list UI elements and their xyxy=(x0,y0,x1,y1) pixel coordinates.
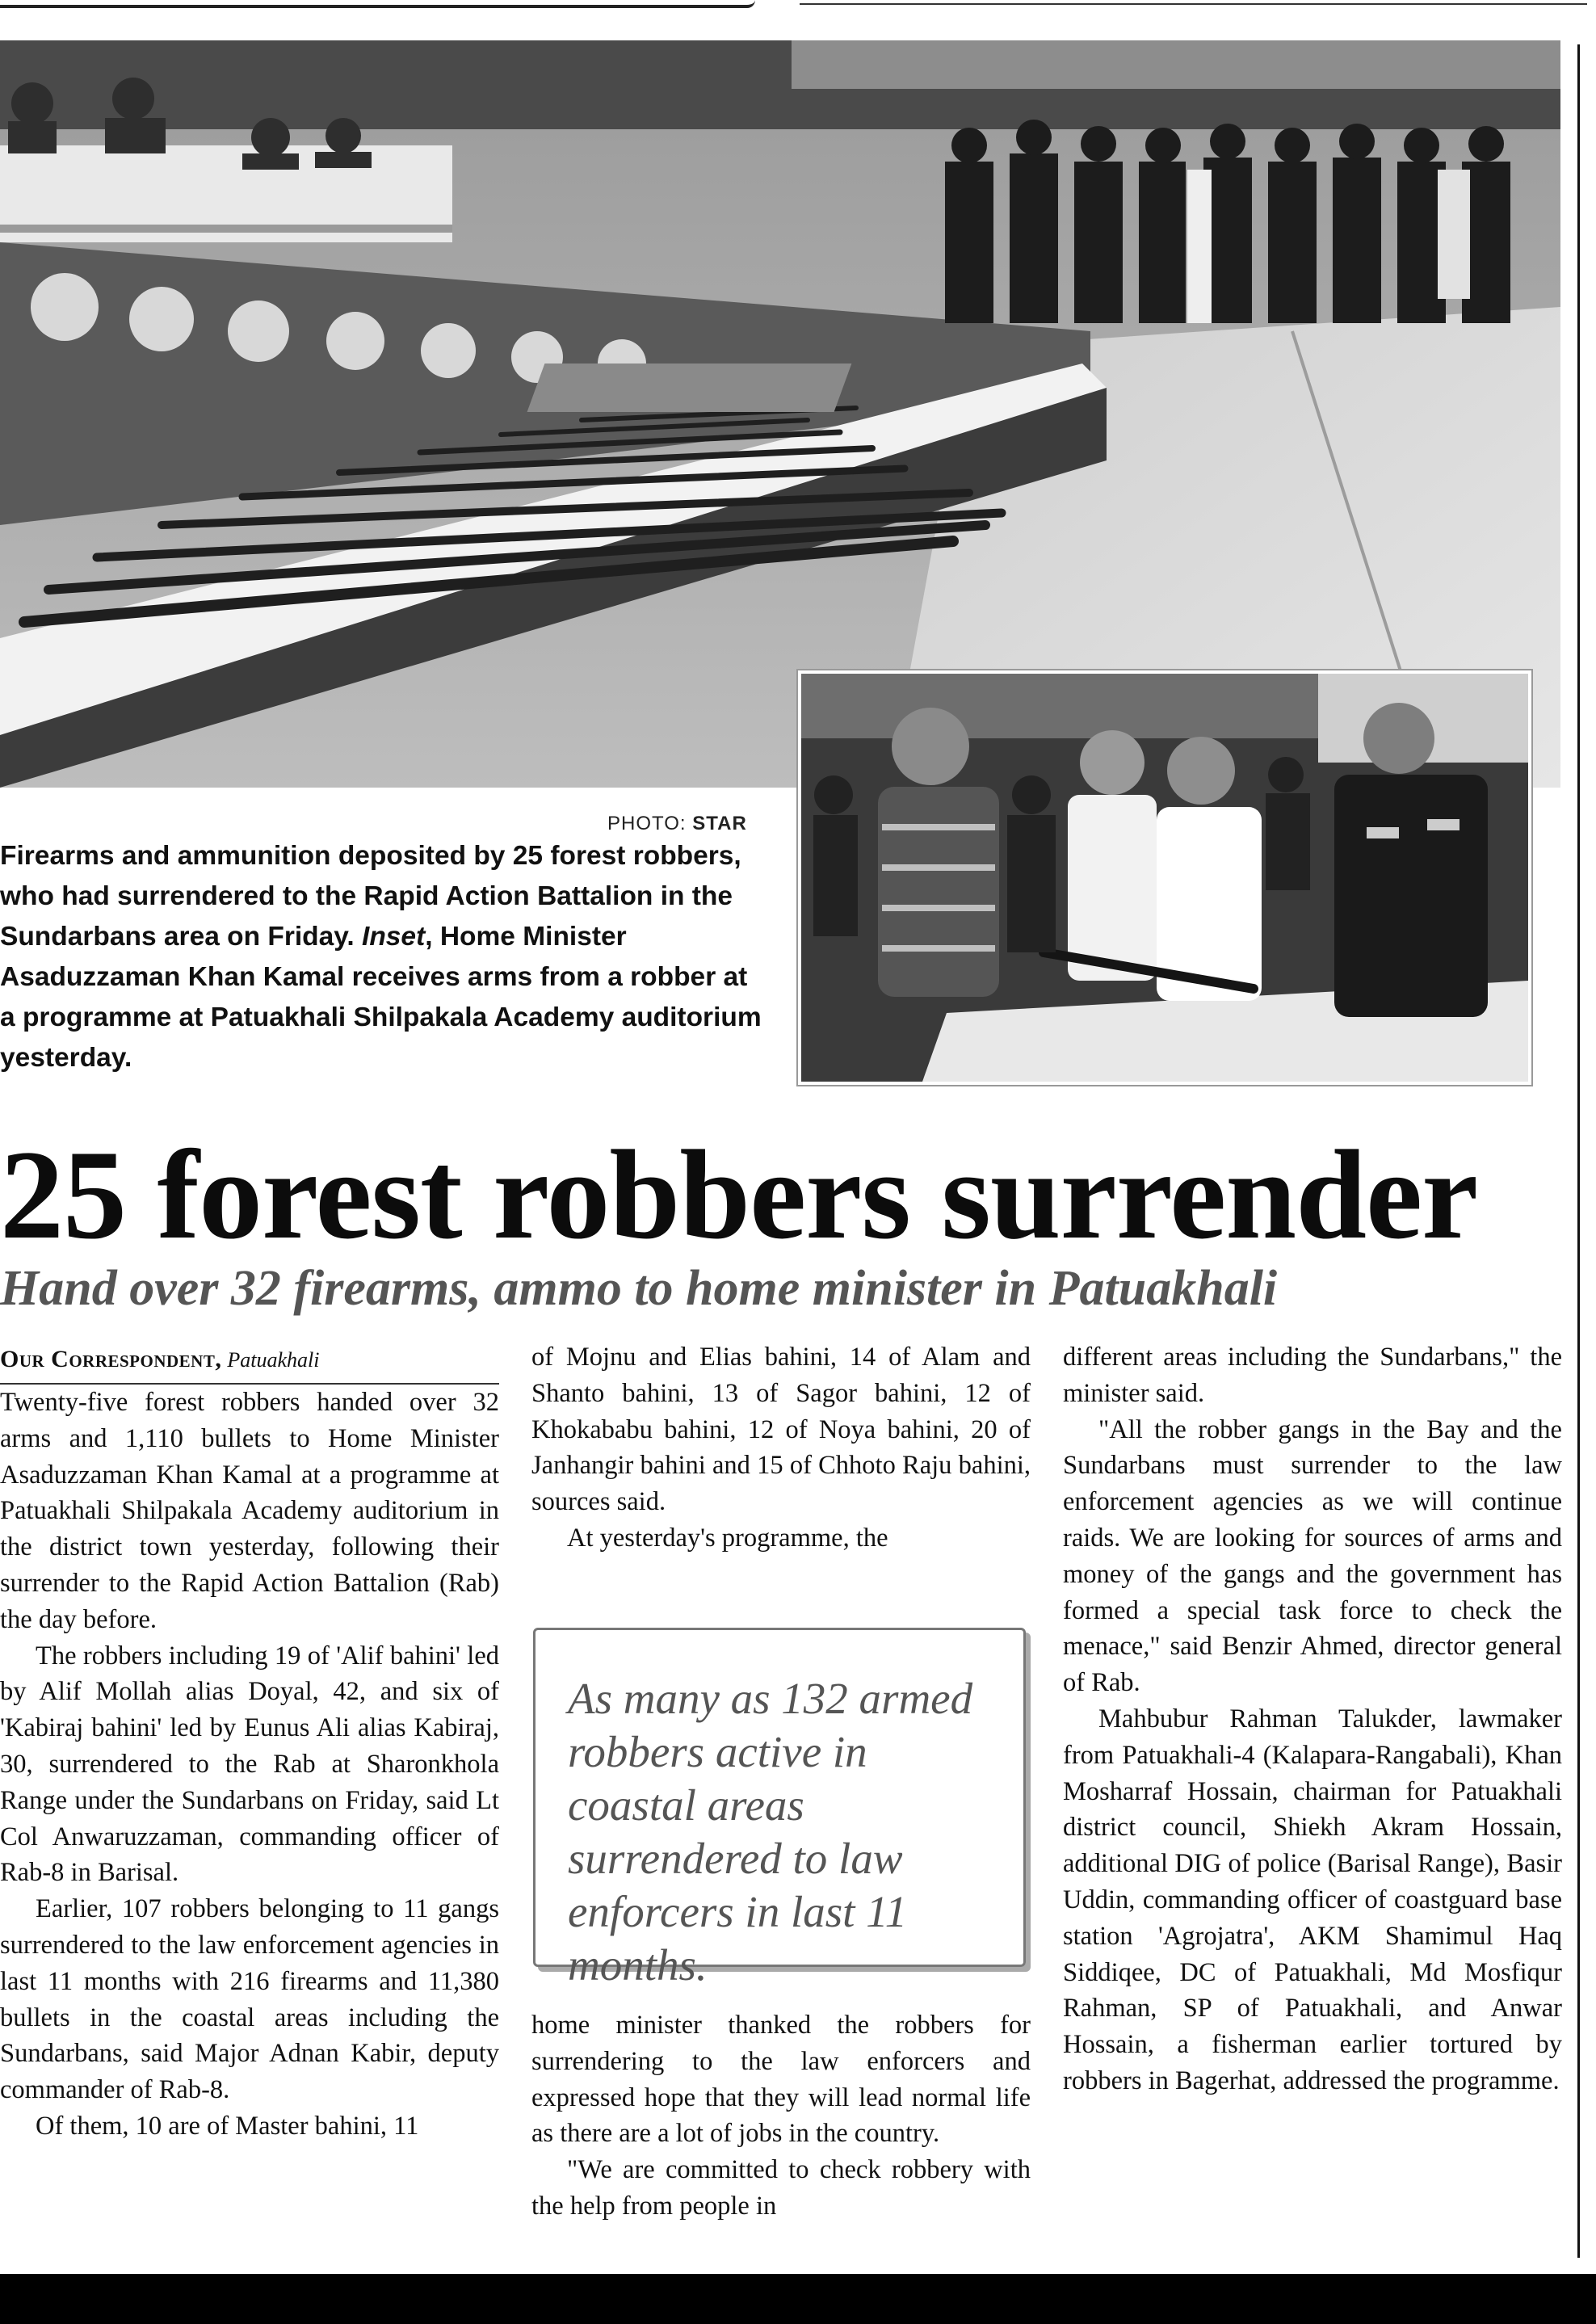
paragraph: The robbers including 19 of 'Alif bahini' led by Alif Mollah alias Doyal, 42, and six of 'Kabiraj bahini' led by Eunus Ali alias Kabiraj, 30, surrendered to the Rab at Sharonkhola Range under the Sundarbans on Friday, said Lt Col Anwaruzzaman, commanding officer of Rab-8 in Barisal. xyxy=(0,1641,499,1888)
paragraph: Earlier, 107 robbers belonging to 11 gangs surrendered to the law enforcement agencies in last 11 months with 216 firearms and 11,380 bullets in the coastal areas including the Sundarbans, said Major Adnan Kabir, deputy commander of Rab-8. xyxy=(0,1894,499,2105)
paragraph: Mahbubur Rahman Talukder, lawmaker from Patuakhali-4 (Kalapara-Rangabali), Khan Mosharraf Hossain, chairman for Patuakhali district council, Shiekh Akram Hossain, additional DIG of police (Barisal Range), Basir Uddin, commanding officer of coastguard base station 'Agrojatra', AKM Shamimul Haq Siddiqee, DC of Patuakhali, Md Mosfiqur Rahman, SP of Patuakhali, and Anwar Hossain, a fisherman earlier tortured by robbers in Bagerhat, addressed the programme. xyxy=(1063,1704,1562,2095)
photo-caption xyxy=(0,836,763,1078)
top-rule-right xyxy=(800,3,1587,5)
photo-credit-source: STAR xyxy=(692,813,747,834)
photo-credit-prefix: PHOTO: xyxy=(607,813,687,834)
inset-photo xyxy=(798,670,1531,1085)
paragraph: Twenty-five forest robbers handed over 32 arms and 1,110 bullets to Home Minister Asaduzzaman Khan Kamal at a programme at Patuakhali Shilpakala Academy auditorium in the district town yesterday, following their surrender to the Rapid Action Battalion (Rab) the day before. xyxy=(0,1388,499,1634)
caption-inset-word: Inset xyxy=(362,922,426,952)
paragraph: "We are committed to check robbery with the help from people in xyxy=(531,2155,1031,2221)
bottom-border xyxy=(0,2274,1596,2324)
caption-part2: , Home Minister Asaduzzaman Khan Kamal receives arms from a robber at a programme at Patuakhali Shilpakala Academy auditorium yesterday. xyxy=(0,922,762,1073)
pull-quote: As many as 132 armed robbers active in coastal areas surrendered to law enforcers in last 11 months. xyxy=(533,1628,1026,1967)
article-column-1 xyxy=(0,1385,499,2145)
article-column-2-bottom xyxy=(531,2007,1031,2225)
paragraph: home minister thanked the robbers for surrendering to the law enforcers and expressed hope that they will lead normal life as there are a lot of jobs in the country. xyxy=(531,2011,1031,2149)
subheadline: Hand over 32 firearms, ammo to home minister in Patuakhali xyxy=(0,1261,1278,1316)
byline xyxy=(0,1343,499,1385)
paragraph: Of them, 10 are of Master bahini, 11 xyxy=(36,2111,419,2141)
byline-place: Patuakhali xyxy=(227,1348,320,1372)
inset-photo-graphic xyxy=(801,674,1528,1082)
article-column-3 xyxy=(1063,1339,1562,2099)
caption-part1: Firearms and ammunition deposited by 25 forest robbers, who had surrendered to the Rapid Action Battalion in the Sundarbans area on Friday. xyxy=(0,841,741,952)
paragraph: of Mojnu and Elias bahini, 14 of Alam and Shanto bahini, 13 of Sagor bahini, 12 of Khokababu bahini, 12 of Noya bahini, 20 of Janhangir bahini and 15 of Chhoto Raju bahini, sources said. xyxy=(531,1343,1031,1517)
headline: 25 forest robbers surrender xyxy=(0,1124,1478,1266)
article-column-2-top xyxy=(531,1339,1031,1557)
paragraph: "All the robber gangs in the Bay and the Sundarbans must surrender to the law enforcement agencies as we will continue raids. We are looking for sources of arms and money of the gangs and the government has formed a special task force to check the menace," said Benzir Ahmed, director general of Rab. xyxy=(1063,1414,1562,1698)
photo-credit xyxy=(607,813,747,835)
paragraph: At yesterday's programme, the xyxy=(567,1523,888,1553)
top-rule-left xyxy=(0,0,755,8)
paragraph: different areas including the Sundarbans," the minister said. xyxy=(1063,1343,1562,1408)
byline-name: Our Correspondent, xyxy=(0,1346,222,1372)
